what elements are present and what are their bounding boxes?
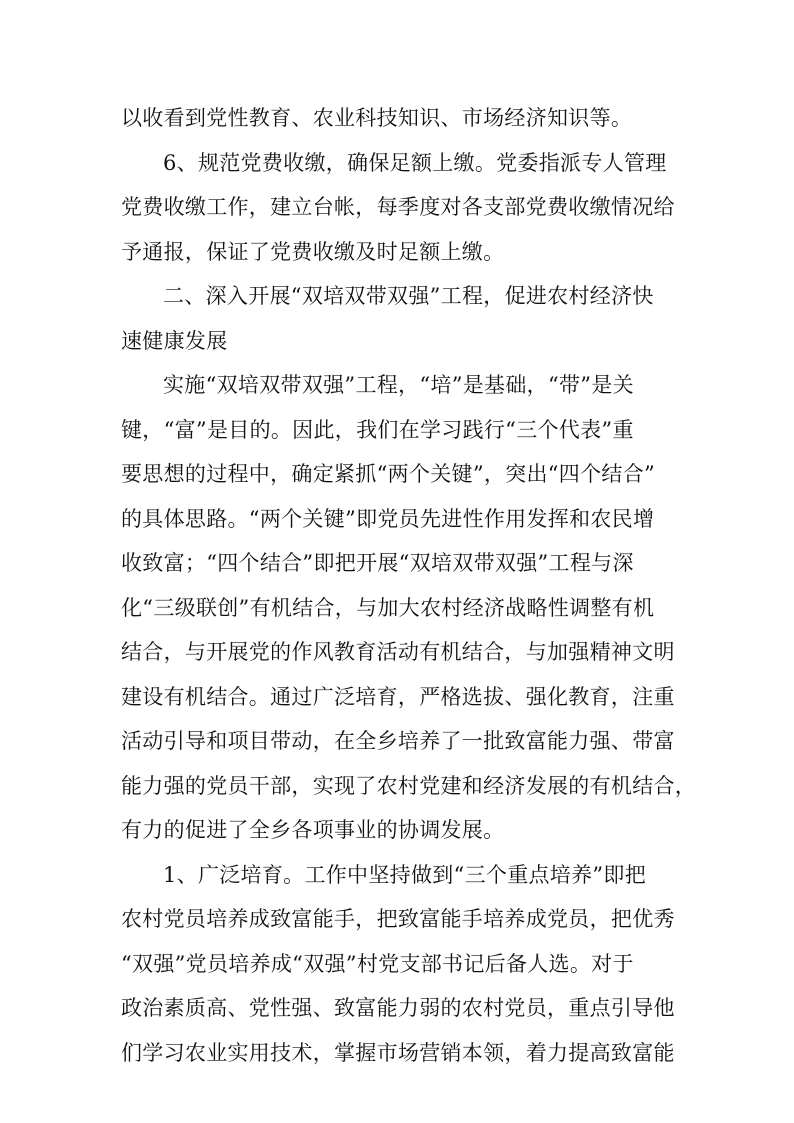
section-heading-line: 二、深入开展“双培双带双强”工程，促进农村经济快 <box>163 284 654 308</box>
text-line: 能力强的党员干部，实现了农村党建和经济发展的有机结合， <box>121 773 697 798</box>
text-line: 的具体思路。“两个关键”即党员先进性作用发挥和农民增 <box>121 506 655 531</box>
text-line: 收致富；“四个结合”即把开展“双培双带双强”工程与深 <box>121 551 634 575</box>
text-line: 农村党员培养成致富能手，把致富能手培养成党员，把优秀 <box>121 907 675 931</box>
text-line: 建设有机结合。通过广泛培育，严格选拔、强化教育，注重 <box>121 684 675 709</box>
text-line: 活动引导和项目带动，在全乡培养了一批致富能力强、带富 <box>121 729 675 753</box>
text-line: 要思想的过程中，确定紧抓“两个关键”，突出“四个结合” <box>121 462 656 486</box>
text-line: 实施“双培双带双强”工程，“培”是基础，“带”是关 <box>163 373 634 397</box>
text-line: 们学习农业实用技术，掌握市场营销本领，着力提高致富能 <box>121 1040 675 1065</box>
text-line: 予通报，保证了党费收缴及时足额上缴。 <box>121 239 505 264</box>
text-line: 结合，与开展党的作风教育活动有机结合，与加强精神文明 <box>121 640 675 664</box>
document-body <box>121 96 697 1075</box>
text-line: 政治素质高、党性强、致富能力弱的农村党员，重点引导他 <box>121 996 675 1020</box>
section-heading-line: 速健康发展 <box>121 328 228 353</box>
text-line: 以收看到党性教育、农业科技知识、市场经济知识等。 <box>121 106 633 130</box>
text-line: 化“三级联创”有机结合，与加大农村经济战略性调整有机 <box>121 595 655 620</box>
text-line: 6、规范党费收缴，确保足额上缴。党委指派专人管理 <box>163 150 667 175</box>
text-line: 有力的促进了全乡各项事业的协调发展。 <box>121 818 505 842</box>
text-line: 键，“富”是目的。因此，我们在学习践行“三个代表”重 <box>121 417 634 442</box>
text-line: 1、广泛培育。工作中坚持做到“三个重点培养”即把 <box>163 862 647 887</box>
text-line: 党费收缴工作，建立台帐，每季度对各支部党费收缴情况给 <box>121 195 675 219</box>
text-line: “双强”党员培养成“双强”村党支部书记后备人选。对于 <box>121 951 634 976</box>
